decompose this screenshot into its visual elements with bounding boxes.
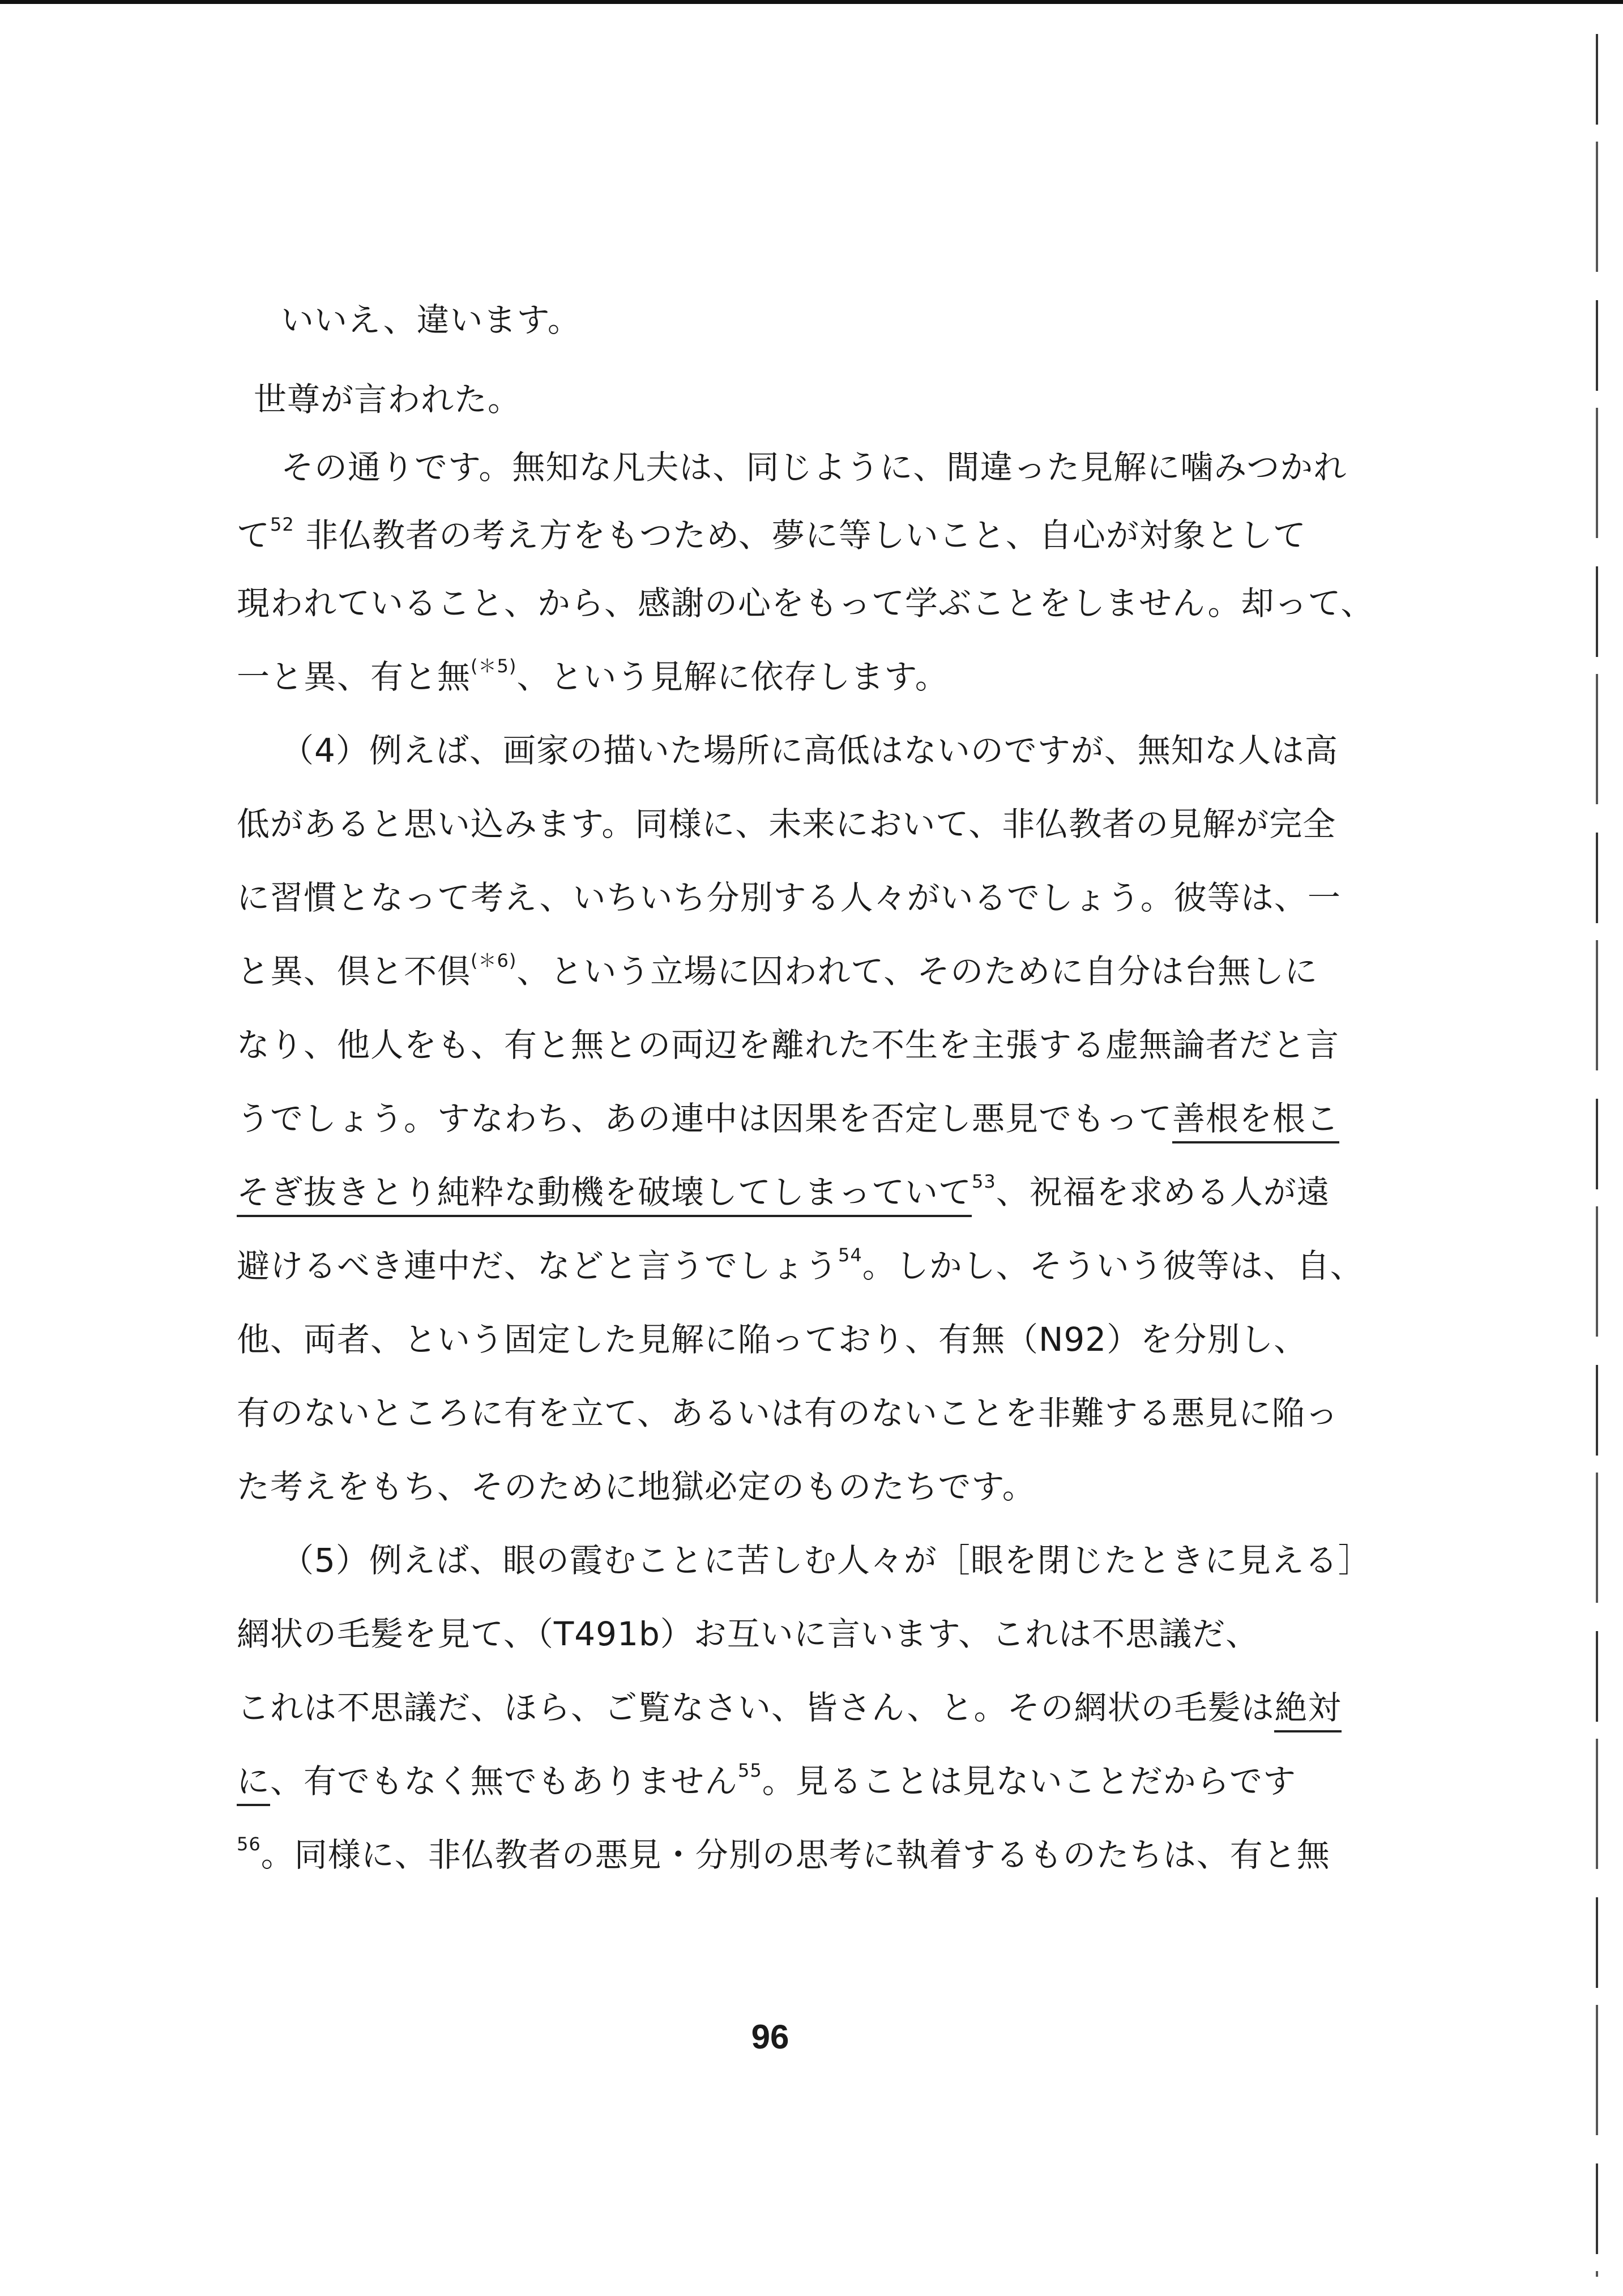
footnote-ref: 54 [838,1244,862,1266]
text-line-8 [237,804,1336,844]
text-line-3 [237,447,1347,487]
underlined-text: に [237,1762,270,1806]
text-segment: 。しかし、そういう彼等は、自、 [862,1247,1364,1285]
text-segment: 他、両者、という固定した見解に陥っており、有無（N92）を分別し、 [237,1320,1308,1359]
text-line-10 [237,950,1318,991]
footnote-ref: 52 [270,514,294,535]
text-segment: に習慣となって考え、いちいち分別する人々がいるでしょう。彼等は、一 [237,878,1341,917]
text-segment: その通りです。無知な凡夫は、同じように、間違った見解に噛みつかれ [281,448,1347,486]
text-segment: これは不思議だ、ほら、ご覧なさい、皆さん、と。その網状の毛髪は [237,1688,1275,1727]
text-segment: 一と異、有と無 [237,658,471,696]
text-segment: た考えをもち、そのために地獄必定のものたちです。 [237,1467,1036,1506]
text-segment: （4）例えば、画家の描いた場所に高低はないのですが、無知な人は高 [281,731,1338,770]
text-segment: 有のないところに有を立て、あるいは有のないことを非難する悪見に陥っ [237,1394,1339,1432]
text-segment: て [237,516,271,554]
footnote-ref: 53 [972,1171,996,1192]
text-segment: なり、他人をも、有と無との両辺を離れた不生を主張する虚無論者だと言 [237,1026,1340,1064]
scan-top-border [0,0,1623,4]
text-segment: 。見ることは見ないことだからです [762,1762,1297,1800]
text-line-22 [237,1833,1330,1875]
text-line-13 [237,1171,1330,1212]
text-line-15 [237,1320,1308,1359]
text-line-6 [237,657,1290,697]
text-segment: 現われていること、から、感謝の心をもって学ぶことをしません。却って、 [237,584,1374,622]
text-segment: 、という見解に依存します。 [516,658,949,696]
text-line-5 [237,583,1374,623]
underlined-text: そぎ抜きとり純粋な動機を破壊してしまっていて [237,1173,972,1217]
text-line-19 [237,1614,1290,1654]
text-line-20 [237,1688,1342,1727]
text-line-2 [237,379,1307,419]
text-segment: 世尊が言われた。 [254,380,522,419]
text-line-21 [237,1760,1297,1801]
text-line-7 [237,731,1338,770]
text-segment: 非仏教者の考え方をもつため、夢に等しいこと、自心が対象として [294,516,1306,554]
text-segment: 、有でもなく無でもありません [270,1762,738,1800]
text-segment: 、という立場に囚われて、そのために自分は台無しに [516,952,1318,991]
note-ref: (＊5) [471,655,517,677]
text-segment: と異、倶と不倶 [237,952,471,991]
footnote-ref: 56 [237,1833,261,1855]
page-number: 96 [751,2018,789,2056]
text-segment: うでしょう。すなわち、あの連中は因果を否定し悪見でもって [237,1099,1173,1138]
text-line-4 [237,514,1306,555]
text-line-17 [237,1467,1290,1507]
text-line-1 [237,300,1334,340]
underlined-text: 善根を根こ [1172,1099,1339,1143]
text-line-12 [237,1099,1340,1138]
text-segment: （5）例えば、眼の霞むことに苦しむ人々が［眼を閉じたときに見える］ [281,1541,1372,1580]
text-line-18 [237,1540,1372,1580]
text-line-14 [237,1244,1364,1286]
text-segment: いいえ、違います。 [281,301,581,339]
footnote-ref: 55 [738,1760,762,1781]
text-line-11 [237,1025,1340,1065]
note-ref: (＊6) [471,950,517,971]
text-segment: 。同様に、非仏教者の悪見・分別の思考に執着するものたちは、有と無 [260,1836,1330,1874]
text-segment: 低があると思い込みます。同様に、未来において、非仏教者の見解が完全 [237,805,1336,843]
underlined-text: 絶対 [1274,1688,1341,1732]
text-segment: 避けるべき連中だ、などと言うでしょう [237,1247,839,1285]
text-segment: 、祝福を求める人が遠 [996,1173,1330,1211]
text-line-9 [237,878,1341,917]
scan-right-edge [1596,34,1598,2277]
text-line-16 [237,1393,1339,1433]
text-segment: 網状の毛髪を見て、（T491b）お互いに言います、これは不思議だ、 [237,1615,1259,1653]
